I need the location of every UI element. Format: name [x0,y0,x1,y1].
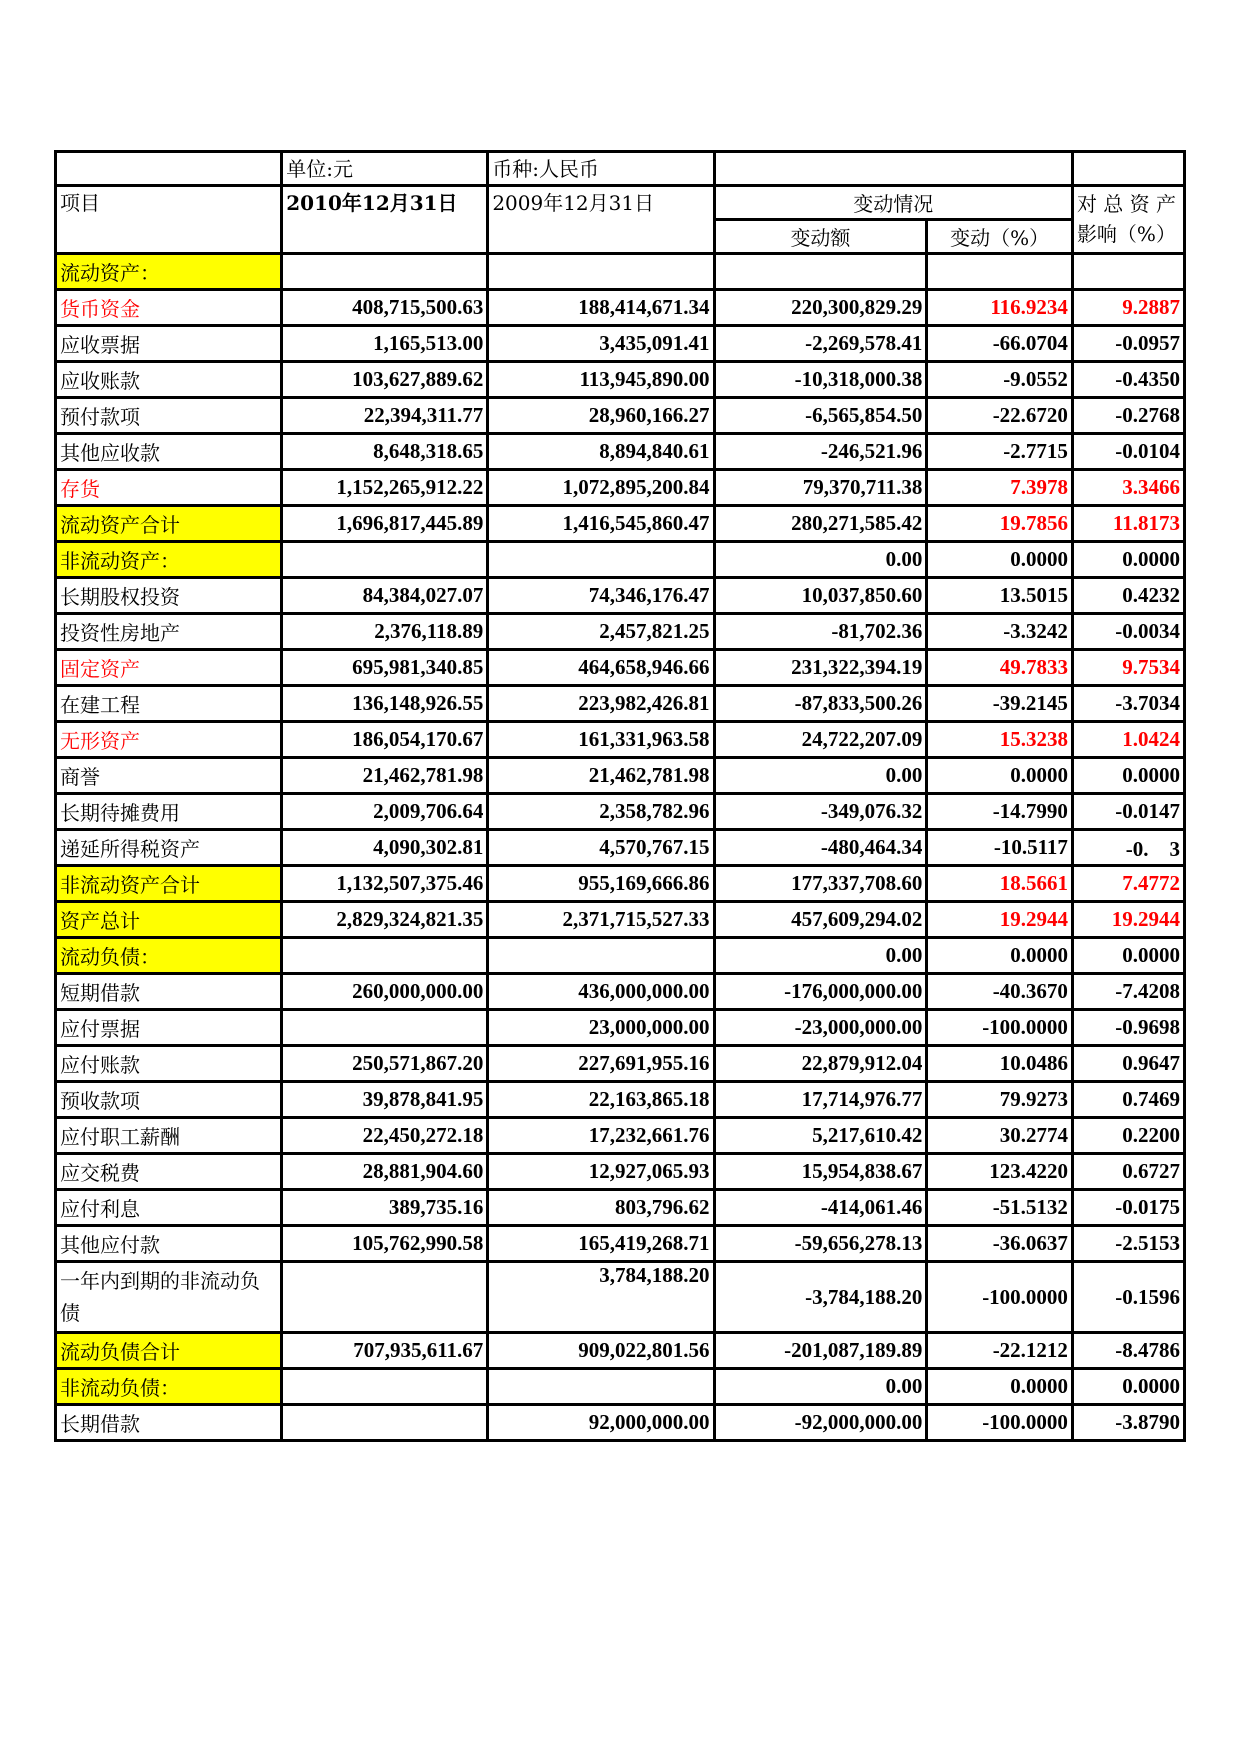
value-2010-cell: 84,384,027.07 [282,578,488,614]
value-2010-cell: 250,571,867.20 [282,1046,488,1082]
row-label-cell: 长期股权投资 [56,578,282,614]
value-2010-cell: 2,829,324,821.35 [282,902,488,938]
row-label-cell: 固定资产 [56,650,282,686]
change-pct-cell: 15.3238 [927,722,1073,758]
row-label-cell: 流动资产： [56,254,282,290]
row-label-cell: 非流动资产： [56,542,282,578]
change-amount-cell: 10,037,850.60 [714,578,927,614]
row-label-cell: 长期借款 [56,1405,282,1441]
asset-impact-cell: -0. 3 [1072,830,1184,866]
asset-impact-cell: -3.8790 [1072,1405,1184,1441]
change-amount-cell: 22,879,912.04 [714,1046,927,1082]
table-row [56,506,1185,542]
table-row [56,542,1185,578]
change-amount-cell: -3,784,188.20 [714,1262,927,1333]
change-pct-cell: -51.5132 [927,1190,1073,1226]
change-amount-cell: -59,656,278.13 [714,1226,927,1262]
change-pct-cell [927,254,1073,290]
change-pct-cell: 0.0000 [927,938,1073,974]
change-amount-cell: 15,954,838.67 [714,1154,927,1190]
row-label-cell: 货币资金 [56,290,282,326]
asset-impact-cell: 3.3466 [1072,470,1184,506]
value-2009-cell: 3,784,188.20 [488,1262,714,1333]
asset-impact-cell: 9.7534 [1072,650,1184,686]
value-2010-cell: 4,090,302.81 [282,830,488,866]
asset-impact-cell: 11.8173 [1072,506,1184,542]
impact-column-header [1072,186,1184,254]
asset-impact-cell: -0.0104 [1072,434,1184,470]
change-amount-cell: 0.00 [714,542,927,578]
asset-impact-cell: 0.7469 [1072,1082,1184,1118]
table-row [56,614,1185,650]
row-label-cell: 其他应付款 [56,1226,282,1262]
change-pct-cell: 79.9273 [927,1082,1073,1118]
change-group-header: 变动情况 [714,186,1072,220]
header-empty-cell [714,152,1072,186]
change-pct-cell: -22.6720 [927,398,1073,434]
change-amount-cell: -246,521.96 [714,434,927,470]
asset-impact-cell: -0.2768 [1072,398,1184,434]
value-2009-cell: 92,000,000.00 [488,1405,714,1441]
table-row [56,1190,1185,1226]
value-2010-cell [282,1262,488,1333]
table-row [56,650,1185,686]
row-label-cell: 流动负债： [56,938,282,974]
row-label-cell: 一年内到期的非流动负债 [56,1262,282,1333]
value-2009-cell: 161,331,963.58 [488,722,714,758]
change-amount-cell: 0.00 [714,758,927,794]
value-2010-cell: 8,648,318.65 [282,434,488,470]
row-label-cell: 应付利息 [56,1190,282,1226]
value-2010-cell: 2,009,706.64 [282,794,488,830]
change-pct-cell: 13.5015 [927,578,1073,614]
row-label-cell: 预付款项 [56,398,282,434]
change-pct-cell: 123.4220 [927,1154,1073,1190]
change-pct-cell: 10.0486 [927,1046,1073,1082]
change-amount-cell: -23,000,000.00 [714,1010,927,1046]
change-amount-cell: 79,370,711.38 [714,470,927,506]
value-2010-cell: 103,627,889.62 [282,362,488,398]
value-2009-cell: 165,419,268.71 [488,1226,714,1262]
row-label-cell: 无形资产 [56,722,282,758]
asset-impact-cell: -0.0175 [1072,1190,1184,1226]
asset-impact-cell: 1.0424 [1072,722,1184,758]
row-label-cell: 应付票据 [56,1010,282,1046]
change-pct-cell: -40.3670 [927,974,1073,1010]
change-amount-cell: -480,464.34 [714,830,927,866]
value-2009-cell: 223,982,426.81 [488,686,714,722]
column-header-2010: 2010年12月31日 [282,186,488,254]
change-pct-cell: -39.2145 [927,686,1073,722]
change-pct-cell: 0.0000 [927,758,1073,794]
change-amount-cell: -414,061.46 [714,1190,927,1226]
table-row [56,758,1185,794]
table-row [56,470,1185,506]
value-2009-cell: 74,346,176.47 [488,578,714,614]
value-2010-cell: 1,696,817,445.89 [282,506,488,542]
value-2010-cell: 22,450,272.18 [282,1118,488,1154]
asset-impact-cell: 0.9647 [1072,1046,1184,1082]
row-label-cell: 应交税费 [56,1154,282,1190]
value-2010-cell [282,254,488,290]
value-2010-cell: 22,394,311.77 [282,398,488,434]
change-amount-cell: 220,300,829.29 [714,290,927,326]
asset-impact-cell: 0.6727 [1072,1154,1184,1190]
value-2009-cell [488,938,714,974]
value-2010-cell: 1,132,507,375.46 [282,866,488,902]
row-label-cell: 在建工程 [56,686,282,722]
asset-impact-cell: -8.4786 [1072,1333,1184,1369]
change-pct-cell: -100.0000 [927,1010,1073,1046]
value-2010-cell [282,1010,488,1046]
value-2010-cell: 707,935,611.67 [282,1333,488,1369]
asset-impact-cell: -3.7034 [1072,686,1184,722]
value-2009-cell: 909,022,801.56 [488,1333,714,1369]
change-amount-cell: -92,000,000.00 [714,1405,927,1441]
row-label-cell: 存货 [56,470,282,506]
value-2009-cell: 2,457,821.25 [488,614,714,650]
change-pct-cell: 18.5661 [927,866,1073,902]
change-pct-cell: 19.2944 [927,902,1073,938]
value-2010-cell: 21,462,781.98 [282,758,488,794]
change-amount-cell: -81,702.36 [714,614,927,650]
change-pct-cell: 116.9234 [927,290,1073,326]
change-amount-cell: 231,322,394.19 [714,650,927,686]
value-2009-cell: 1,416,545,860.47 [488,506,714,542]
change-pct-cell: 30.2774 [927,1118,1073,1154]
change-pct-cell: 0.0000 [927,542,1073,578]
asset-impact-cell: 0.0000 [1072,1369,1184,1405]
value-2010-cell: 136,148,926.55 [282,686,488,722]
value-2009-cell: 188,414,671.34 [488,290,714,326]
value-2009-cell: 803,796.62 [488,1190,714,1226]
change-pct-cell: -100.0000 [927,1405,1073,1441]
change-amount-cell: -10,318,000.38 [714,362,927,398]
value-2009-cell: 464,658,946.66 [488,650,714,686]
row-label-cell: 流动资产合计 [56,506,282,542]
balance-sheet-table [54,150,1186,1442]
value-2009-cell: 2,358,782.96 [488,794,714,830]
asset-impact-cell [1072,254,1184,290]
value-2010-cell [282,1369,488,1405]
change-pct-header: 变动（%） [927,220,1073,254]
row-label-cell: 应收账款 [56,362,282,398]
value-2009-cell: 113,945,890.00 [488,362,714,398]
change-pct-cell: -100.0000 [927,1262,1073,1333]
change-pct-cell: 19.7856 [927,506,1073,542]
value-2010-cell [282,1405,488,1441]
asset-impact-cell: -0.4350 [1072,362,1184,398]
table-row [56,1082,1185,1118]
table-row [56,398,1185,434]
change-pct-cell: -9.0552 [927,362,1073,398]
change-pct-cell: -10.5117 [927,830,1073,866]
change-pct-cell: -66.0704 [927,326,1073,362]
table-row [56,1154,1185,1190]
change-pct-cell: 7.3978 [927,470,1073,506]
table-row [56,434,1185,470]
value-2009-cell: 955,169,666.86 [488,866,714,902]
table-row [56,1118,1185,1154]
value-2010-cell: 260,000,000.00 [282,974,488,1010]
asset-impact-cell: 0.2200 [1072,1118,1184,1154]
table-row [56,794,1185,830]
change-pct-cell: -14.7990 [927,794,1073,830]
table-row [56,1046,1185,1082]
item-column-header: 项目 [56,186,282,254]
value-2010-cell [282,542,488,578]
change-amount-cell: -176,000,000.00 [714,974,927,1010]
value-2010-cell: 408,715,500.63 [282,290,488,326]
header-row-unit [56,152,1185,186]
asset-impact-cell: -0.0147 [1072,794,1184,830]
change-amount-cell: -87,833,500.26 [714,686,927,722]
value-2009-cell: 12,927,065.93 [488,1154,714,1190]
change-amount-cell: 17,714,976.77 [714,1082,927,1118]
value-2010-cell: 389,735.16 [282,1190,488,1226]
change-pct-cell: -22.1212 [927,1333,1073,1369]
table-row [56,1369,1185,1405]
value-2010-cell: 1,165,513.00 [282,326,488,362]
table-row [56,254,1185,290]
impact-header-line1: 对 总 资 产 [1076,192,1177,216]
asset-impact-cell: -0.0957 [1072,326,1184,362]
value-2009-cell: 4,570,767.15 [488,830,714,866]
unit-label: 单位:元 [282,152,488,186]
table-row [56,290,1185,326]
value-2010-cell: 695,981,340.85 [282,650,488,686]
value-2009-cell: 1,072,895,200.84 [488,470,714,506]
table-row [56,1405,1185,1441]
change-amount-cell: -201,087,189.89 [714,1333,927,1369]
change-pct-cell: -3.3242 [927,614,1073,650]
change-amount-cell: 24,722,207.09 [714,722,927,758]
row-label-cell: 资产总计 [56,902,282,938]
currency-label: 币种:人民币 [488,152,714,186]
value-2010-cell: 39,878,841.95 [282,1082,488,1118]
asset-impact-cell: 0.0000 [1072,542,1184,578]
change-amount-cell: 5,217,610.42 [714,1118,927,1154]
row-label-cell: 长期待摊费用 [56,794,282,830]
value-2009-cell: 28,960,166.27 [488,398,714,434]
change-amount-cell: 457,609,294.02 [714,902,927,938]
value-2009-cell [488,254,714,290]
row-label-cell: 投资性房地产 [56,614,282,650]
row-label-cell: 非流动负债： [56,1369,282,1405]
row-label-cell: 应付职工薪酬 [56,1118,282,1154]
change-amount-header: 变动额 [714,220,927,254]
value-2010-cell: 28,881,904.60 [282,1154,488,1190]
asset-impact-cell: 0.0000 [1072,758,1184,794]
row-label-cell: 商誉 [56,758,282,794]
value-2009-cell: 8,894,840.61 [488,434,714,470]
change-pct-cell: 49.7833 [927,650,1073,686]
change-pct-cell: -2.7715 [927,434,1073,470]
change-amount-cell: 0.00 [714,938,927,974]
table-row [56,578,1185,614]
row-label-cell: 预收款项 [56,1082,282,1118]
asset-impact-cell: -2.5153 [1072,1226,1184,1262]
value-2009-cell: 227,691,955.16 [488,1046,714,1082]
row-label-cell: 流动负债合计 [56,1333,282,1369]
value-2010-cell: 1,152,265,912.22 [282,470,488,506]
value-2009-cell [488,1369,714,1405]
table-row [56,722,1185,758]
table-row [56,938,1185,974]
table-row [56,686,1185,722]
row-label-cell: 应付账款 [56,1046,282,1082]
change-amount-cell: 280,271,585.42 [714,506,927,542]
table-row [56,362,1185,398]
value-2010-cell: 186,054,170.67 [282,722,488,758]
asset-impact-cell: -0.9698 [1072,1010,1184,1046]
value-2009-cell: 17,232,661.76 [488,1118,714,1154]
table-row [56,326,1185,362]
table-row [56,1226,1185,1262]
asset-impact-cell: 7.4772 [1072,866,1184,902]
asset-impact-cell: -0.1596 [1072,1262,1184,1333]
row-label-cell: 其他应收款 [56,434,282,470]
asset-impact-cell: 9.2887 [1072,290,1184,326]
row-label-cell: 短期借款 [56,974,282,1010]
value-2010-cell: 105,762,990.58 [282,1226,488,1262]
header-empty-cell [56,152,282,186]
change-pct-cell: -36.0637 [927,1226,1073,1262]
column-header-2009: 2009年12月31日 [488,186,714,254]
table-row [56,974,1185,1010]
table-row [56,1010,1185,1046]
table-row [56,1333,1185,1369]
asset-impact-cell: 0.0000 [1072,938,1184,974]
change-pct-cell: 0.0000 [927,1369,1073,1405]
value-2009-cell: 436,000,000.00 [488,974,714,1010]
table-row [56,902,1185,938]
header-row-columns [56,186,1185,220]
change-amount-cell [714,254,927,290]
header-empty-cell [1072,152,1184,186]
row-label-cell: 递延所得税资产 [56,830,282,866]
change-amount-cell: 0.00 [714,1369,927,1405]
asset-impact-cell: -0.0034 [1072,614,1184,650]
change-amount-cell: -2,269,578.41 [714,326,927,362]
value-2009-cell: 2,371,715,527.33 [488,902,714,938]
table-body [56,152,1185,1441]
value-2009-cell: 22,163,865.18 [488,1082,714,1118]
asset-impact-cell: 19.2944 [1072,902,1184,938]
value-2009-cell: 23,000,000.00 [488,1010,714,1046]
change-amount-cell: -6,565,854.50 [714,398,927,434]
value-2009-cell: 21,462,781.98 [488,758,714,794]
row-label-cell: 应收票据 [56,326,282,362]
impact-header-line2: 影响（%） [1076,222,1176,246]
asset-impact-cell: 0.4232 [1072,578,1184,614]
table-row [56,830,1185,866]
value-2010-cell: 2,376,118.89 [282,614,488,650]
table-row [56,1262,1185,1333]
change-amount-cell: 177,337,708.60 [714,866,927,902]
asset-impact-cell: -7.4208 [1072,974,1184,1010]
value-2009-cell [488,542,714,578]
row-label-cell: 非流动资产合计 [56,866,282,902]
table-row [56,866,1185,902]
value-2010-cell [282,938,488,974]
value-2009-cell: 3,435,091.41 [488,326,714,362]
change-amount-cell: -349,076.32 [714,794,927,830]
